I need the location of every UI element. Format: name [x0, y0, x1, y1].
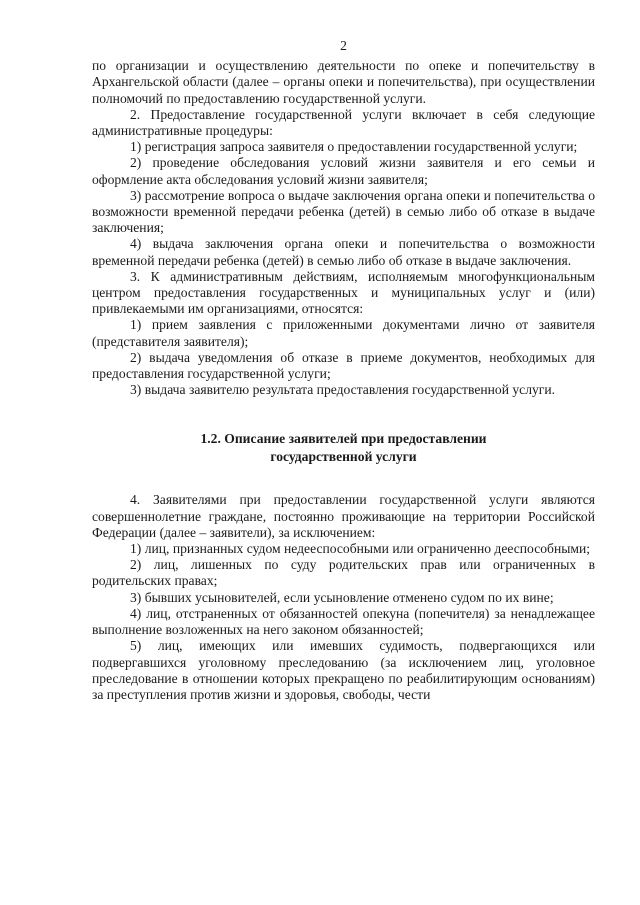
list-item: 2) лиц, лишенных по суду родительских прав или ограниченных в родительских правах; [92, 557, 595, 589]
document-page [92, 38, 595, 703]
page-number: 2 [340, 38, 347, 53]
list-item: 3) рассмотрение вопроса о выдаче заключения органа опеки и попечительства о возможности временной передачи ребенка (детей) в семью либо об отказе в выдаче заключения; [92, 187, 595, 236]
list-item: 5) лиц, имеющих или имевших судимость, подвергающихся или подвергавшихся уголовному преследованию (за исключением лиц, уголовное преследование в отношении которых прекращено по реабилитирующим основаниям) за преступления против жизни и здоровья, свободы, чести [92, 638, 595, 702]
paragraph: по организации и осуществлению деятельности по опеке и попечительству в Архангельской области (далее – органы опеки и попечительства), при осуществлении полномочий по предоставлению государственной услуги. [92, 58, 595, 106]
list-item: 3) выдача заявителю результата предоставления государственной услуги. [130, 382, 556, 398]
list-item: 4) выдача заключения органа опеки и попечительства о возможности временной передачи ребенка (детей) в семью либо об отказе в выдаче заключения. [92, 236, 595, 268]
bottom-paragraphs [92, 492, 595, 703]
top-paragraphs [92, 58, 595, 398]
paragraph: 3. К административным действиям, исполняемым многофункциональным центром предоставления государственных и муниципальных услуг и (или) привлекаемыми им организациями, относятся: [92, 268, 595, 317]
paragraph: 2. Предоставление государственной услуги включает в себя следующие административные процедуры: [92, 106, 595, 139]
list-item: 4) лиц, отстраненных от обязанностей опекуна (попечителя) за ненадлежащее выполнение возложенных на него законом обязанностей; [92, 605, 595, 638]
list-item: 3) бывших усыновителей, если усыновление отменено судом по их вине; [130, 589, 554, 605]
paragraph: 4. Заявителями при предоставлении государственной услуги являются совершеннолетние граждане, постоянно проживающие на территории Российской Федерации (далее – заявители), за исключением: [92, 492, 595, 540]
section-heading-line-1: 1.2. Описание заявителей при предоставлении [200, 431, 487, 447]
section-heading-line-2: государственной услуги [270, 449, 417, 465]
list-item: 1) прием заявления с приложенными документами лично от заявителя (представителя заявителя); [92, 317, 595, 349]
list-item: 1) регистрация запроса заявителя о предоставлении государственной услуги; [130, 139, 578, 155]
list-item: 1) лиц, признанных судом недееспособными или ограниченно дееспособными; [130, 541, 591, 557]
list-item: 2) проведение обследования условий жизни заявителя и его семьи и оформление акта обследования условий жизни заявителя; [92, 155, 595, 187]
list-item: 2) выдача уведомления об отказе в приеме документов, необходимых для предоставления государственной услуги; [92, 349, 595, 382]
section-heading [92, 430, 595, 466]
